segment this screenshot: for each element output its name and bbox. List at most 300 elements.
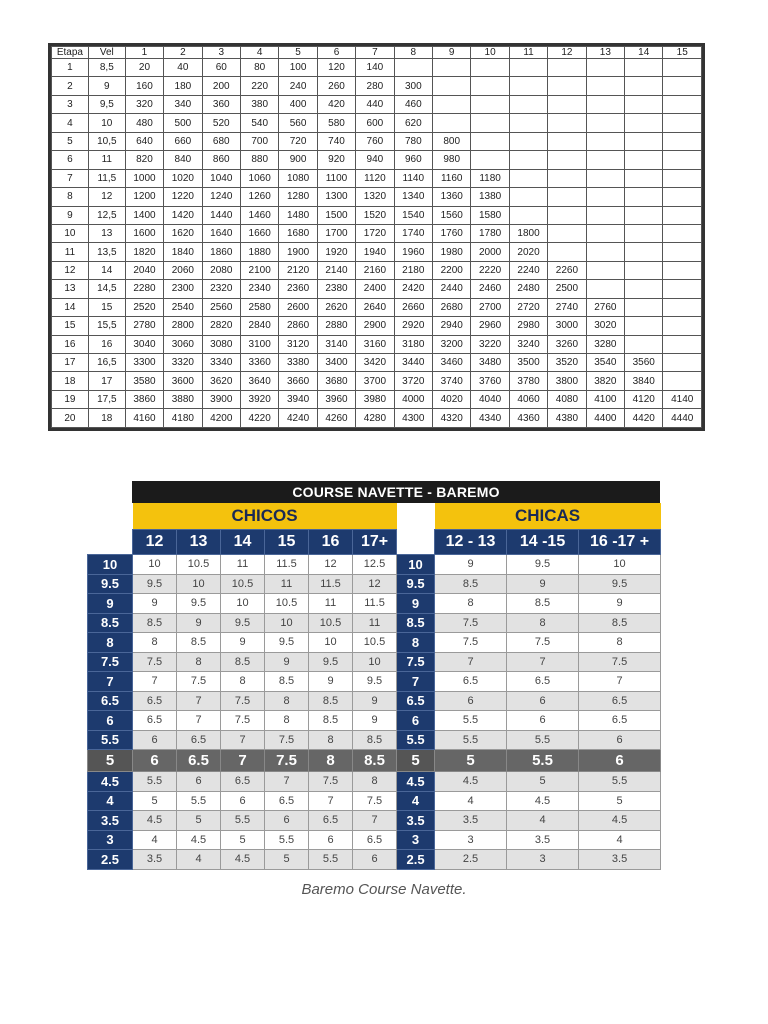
chicos-speed-value: 7.5: [353, 791, 397, 811]
stage-distance: [471, 95, 509, 113]
stage-distance: 80: [240, 59, 278, 77]
chicos-speed-value: 8.5: [265, 672, 309, 692]
stage-distance: [548, 114, 586, 132]
stage-distance: 1640: [202, 224, 240, 242]
stage-speed: 18: [88, 409, 125, 428]
chicos-speed-value: 5.5: [177, 791, 221, 811]
corner-blank: [88, 503, 133, 530]
stage-distance: 3180: [394, 335, 432, 353]
stage-distance: 4320: [433, 409, 471, 428]
chicos-grade-label: 4: [88, 791, 133, 811]
stage-distance: [548, 59, 586, 77]
chicos-speed-value: 11: [309, 594, 353, 614]
stage-distance: [509, 114, 547, 132]
chicos-grade-label: 5: [88, 750, 133, 772]
chicos-speed-value: 10: [309, 633, 353, 653]
stage-distance: 2760: [586, 298, 624, 316]
stage-distance: 2460: [471, 280, 509, 298]
chicos-speed-value: 7.5: [221, 691, 265, 711]
stage-distance: 3320: [164, 354, 202, 372]
stage-distance: 540: [240, 114, 278, 132]
stage-distance: 3880: [164, 390, 202, 408]
chicos-age-header: 13: [177, 530, 221, 555]
stages-table-row: [52, 372, 702, 390]
chicas-grade-label: 8: [397, 633, 435, 653]
stage-distance: 1440: [202, 206, 240, 224]
stage-distance: 2600: [279, 298, 317, 316]
chicas-speed-value: 10: [579, 555, 661, 575]
chicos-speed-value: 10.5: [177, 555, 221, 575]
stage-distance: [625, 206, 663, 224]
baremo-row: [88, 652, 661, 672]
chicas-speed-value: 4.5: [507, 791, 579, 811]
stage-distance: 3540: [586, 354, 624, 372]
chicos-speed-value: 6: [177, 772, 221, 792]
stages-table-row: [52, 77, 702, 95]
stage-distance: [548, 224, 586, 242]
stage-distance: 400: [279, 95, 317, 113]
stage-distance: [663, 261, 702, 279]
baremo-row: [88, 594, 661, 614]
chicos-speed-value: 9.5: [133, 574, 177, 594]
stage-distance: 3300: [125, 354, 163, 372]
stage-speed: 11: [88, 151, 125, 169]
chicas-grade-label: 4.5: [397, 772, 435, 792]
stage-speed: 8,5: [88, 59, 125, 77]
stage-distance: 880: [240, 151, 278, 169]
chicos-speed-value: 9: [353, 691, 397, 711]
stage-distance: [548, 206, 586, 224]
chicos-speed-value: 5: [177, 811, 221, 831]
chicas-speed-value: 5.5: [435, 711, 507, 731]
stage-distance: [471, 77, 509, 95]
stage-distance: 4020: [433, 390, 471, 408]
stage-distance: 720: [279, 132, 317, 150]
stage-distance: 2440: [433, 280, 471, 298]
stage-speed: 12: [88, 188, 125, 206]
stages-header-cell: 2: [164, 47, 202, 59]
chicos-speed-value: 8.5: [353, 730, 397, 750]
stage-distance: 3700: [356, 372, 394, 390]
chicos-speed-value: 7: [353, 811, 397, 831]
chicos-speed-value: 6: [309, 830, 353, 850]
chicos-speed-value: 6.5: [177, 750, 221, 772]
chicas-speed-value: 6.5: [507, 672, 579, 692]
stage-distance: 1300: [317, 188, 355, 206]
chicos-speed-value: 10.5: [265, 594, 309, 614]
stage-distance: 440: [356, 95, 394, 113]
baremo-table: [87, 481, 660, 870]
stage-distance: 1820: [125, 243, 163, 261]
stage-distance: [433, 77, 471, 95]
stage-speed: 10,5: [88, 132, 125, 150]
chicas-speed-value: 7: [507, 652, 579, 672]
stage-distance: 2820: [202, 317, 240, 335]
stage-distance: 2740: [548, 298, 586, 316]
stages-table-row: [52, 390, 702, 408]
stage-distance: 4360: [509, 409, 547, 428]
chicas-speed-value: 3: [507, 850, 579, 870]
chicas-speed-value: 4.5: [579, 811, 661, 831]
stage-distance: 4380: [548, 409, 586, 428]
divider-blank: [397, 503, 435, 530]
stage-distance: 2080: [202, 261, 240, 279]
stage-distance: 980: [433, 151, 471, 169]
stages-header-cell: 10: [471, 47, 509, 59]
stage-distance: 420: [317, 95, 355, 113]
stage-speed: 10: [88, 114, 125, 132]
stage-distance: [586, 151, 624, 169]
chicos-speed-value: 6: [221, 791, 265, 811]
stage-distance: 3060: [164, 335, 202, 353]
chicos-speed-value: 8.5: [177, 633, 221, 653]
chicos-speed-value: 6.5: [133, 691, 177, 711]
chicas-speed-value: 6.5: [435, 672, 507, 692]
stage-number: 7: [52, 169, 89, 187]
stage-distance: 3260: [548, 335, 586, 353]
stages-table-row: [52, 335, 702, 353]
chicos-speed-value: 7.5: [265, 730, 309, 750]
chicos-speed-value: 9: [309, 672, 353, 692]
stages-table-row: [52, 409, 702, 428]
stage-distance: 1560: [433, 206, 471, 224]
stage-distance: 40: [164, 59, 202, 77]
stage-distance: 1120: [356, 169, 394, 187]
stage-distance: 3940: [279, 390, 317, 408]
chicos-speed-value: 6: [133, 750, 177, 772]
stage-distance: 2180: [394, 261, 432, 279]
chicas-speed-value: 6: [435, 691, 507, 711]
stage-distance: 2660: [394, 298, 432, 316]
stage-distance: 3900: [202, 390, 240, 408]
stage-distance: [663, 95, 702, 113]
chicas-speed-value: 3: [435, 830, 507, 850]
stage-distance: 3380: [279, 354, 317, 372]
chicas-speed-value: 5.5: [507, 730, 579, 750]
baremo-title: COURSE NAVETTE - BAREMO: [132, 481, 660, 503]
stage-distance: [509, 95, 547, 113]
chicos-speed-value: 8.5: [221, 652, 265, 672]
chicas-grade-label: 9.5: [397, 574, 435, 594]
chicos-speed-value: 3.5: [133, 850, 177, 870]
chicos-speed-value: 9.5: [265, 633, 309, 653]
stage-distance: 1160: [433, 169, 471, 187]
stages-header-cell: 14: [625, 47, 663, 59]
stage-distance: 3740: [433, 372, 471, 390]
stage-distance: [663, 169, 702, 187]
age-corner-blank: [88, 530, 133, 555]
stage-distance: [433, 59, 471, 77]
chicos-speed-value: 8: [177, 652, 221, 672]
chicas-speed-value: 5: [579, 791, 661, 811]
age-header-row: [88, 530, 661, 555]
stage-distance: 3420: [356, 354, 394, 372]
chicos-grade-label: 8: [88, 633, 133, 653]
chicos-speed-value: 8.5: [309, 691, 353, 711]
chicos-speed-value: 8: [133, 633, 177, 653]
stage-distance: 1680: [279, 224, 317, 242]
stage-distance: 3620: [202, 372, 240, 390]
chicos-age-header: 14: [221, 530, 265, 555]
chicos-speed-value: 5.5: [265, 830, 309, 850]
stage-distance: 3240: [509, 335, 547, 353]
stage-distance: 3160: [356, 335, 394, 353]
stage-speed: 16: [88, 335, 125, 353]
stage-number: 19: [52, 390, 89, 408]
stage-distance: 100: [279, 59, 317, 77]
chicos-speed-value: 6: [133, 730, 177, 750]
stage-distance: 620: [394, 114, 432, 132]
stage-distance: 1140: [394, 169, 432, 187]
chicos-grade-label: 8.5: [88, 613, 133, 633]
chicos-speed-value: 8: [309, 750, 353, 772]
baremo-row: [88, 555, 661, 575]
chicos-speed-value: 12: [309, 555, 353, 575]
stage-distance: 2620: [317, 298, 355, 316]
chicas-grade-label: 9: [397, 594, 435, 614]
stage-distance: 1540: [394, 206, 432, 224]
stage-distance: 1880: [240, 243, 278, 261]
stage-number: 13: [52, 280, 89, 298]
stage-number: 14: [52, 298, 89, 316]
stage-distance: [548, 151, 586, 169]
stage-distance: [625, 95, 663, 113]
stage-number: 16: [52, 335, 89, 353]
chicas-speed-value: 7: [579, 672, 661, 692]
stage-distance: 3440: [394, 354, 432, 372]
stages-header-cell: 11: [509, 47, 547, 59]
stage-distance: [663, 372, 702, 390]
chicas-speed-value: 8.5: [435, 574, 507, 594]
stage-distance: [509, 77, 547, 95]
stage-distance: 1220: [164, 188, 202, 206]
chicos-speed-value: 4: [133, 830, 177, 850]
stage-distance: 1500: [317, 206, 355, 224]
chicas-speed-value: 5.5: [507, 750, 579, 772]
stage-distance: 3920: [240, 390, 278, 408]
stages-header-cell: 4: [240, 47, 278, 59]
stage-distance: [663, 77, 702, 95]
stages-header-cell: 8: [394, 47, 432, 59]
stage-distance: 2140: [317, 261, 355, 279]
baremo-row: [88, 672, 661, 692]
chicos-grade-label: 7.5: [88, 652, 133, 672]
stages-table-row: [52, 224, 702, 242]
stage-distance: [625, 224, 663, 242]
chicos-speed-value: 6.5: [309, 811, 353, 831]
chicos-speed-value: 9.5: [221, 613, 265, 633]
stage-distance: 1940: [356, 243, 394, 261]
chicos-speed-value: 6.5: [133, 711, 177, 731]
baremo-row: [88, 613, 661, 633]
stage-distance: [509, 151, 547, 169]
chicas-speed-value: 9: [435, 555, 507, 575]
stages-header-cell: 6: [317, 47, 355, 59]
stage-distance: 2000: [471, 243, 509, 261]
chicas-speed-value: 7.5: [435, 633, 507, 653]
stage-distance: 3400: [317, 354, 355, 372]
stage-distance: 2640: [356, 298, 394, 316]
chicos-speed-value: 8: [265, 711, 309, 731]
stage-distance: 3800: [548, 372, 586, 390]
stage-distance: 1340: [394, 188, 432, 206]
stage-distance: 4120: [625, 390, 663, 408]
chicos-speed-value: 5.5: [221, 811, 265, 831]
figure-caption: Baremo Course Navette.: [301, 881, 467, 898]
chicos-speed-value: 8: [221, 672, 265, 692]
stage-distance: [625, 114, 663, 132]
stage-distance: [625, 169, 663, 187]
stage-distance: 4200: [202, 409, 240, 428]
stage-distance: [625, 261, 663, 279]
stages-table-row: [52, 95, 702, 113]
stage-distance: 3100: [240, 335, 278, 353]
stage-distance: 2680: [433, 298, 471, 316]
baremo-row: [88, 574, 661, 594]
stage-distance: [586, 224, 624, 242]
chicas-speed-value: 5: [435, 750, 507, 772]
stage-distance: 180: [164, 77, 202, 95]
stage-distance: 4180: [164, 409, 202, 428]
chicos-speed-value: 7.5: [309, 772, 353, 792]
stage-distance: 2280: [125, 280, 163, 298]
chicos-speed-value: 11.5: [353, 594, 397, 614]
stage-distance: 60: [202, 59, 240, 77]
stages-header-cell: 3: [202, 47, 240, 59]
chicas-speed-value: 6: [579, 730, 661, 750]
stage-distance: 3840: [625, 372, 663, 390]
stage-distance: 4260: [317, 409, 355, 428]
stage-distance: 1460: [240, 206, 278, 224]
stage-distance: [663, 354, 702, 372]
baremo-row: [88, 730, 661, 750]
stage-distance: [663, 132, 702, 150]
stage-distance: [433, 114, 471, 132]
stage-distance: [625, 280, 663, 298]
chicas-grade-label: 6.5: [397, 691, 435, 711]
stage-distance: 3660: [279, 372, 317, 390]
stage-distance: 1020: [164, 169, 202, 187]
chicos-age-header: 17+: [353, 530, 397, 555]
chicos-speed-value: 8: [309, 730, 353, 750]
stage-distance: [625, 335, 663, 353]
stage-distance: [471, 132, 509, 150]
stage-distance: 320: [125, 95, 163, 113]
stage-distance: 1720: [356, 224, 394, 242]
chicos-grade-label: 6: [88, 711, 133, 731]
stage-distance: [586, 188, 624, 206]
chicos-speed-value: 9: [221, 633, 265, 653]
chicos-speed-value: 8: [265, 691, 309, 711]
stage-distance: [625, 77, 663, 95]
stage-distance: [663, 206, 702, 224]
stage-distance: 2320: [202, 280, 240, 298]
stage-distance: [625, 188, 663, 206]
stage-distance: 2120: [279, 261, 317, 279]
stage-distance: 360: [202, 95, 240, 113]
stage-distance: 1860: [202, 243, 240, 261]
stage-distance: 2700: [471, 298, 509, 316]
stage-distance: 1360: [433, 188, 471, 206]
stage-speed: 9: [88, 77, 125, 95]
stage-distance: 1400: [125, 206, 163, 224]
chicos-speed-value: 4.5: [133, 811, 177, 831]
stage-distance: 380: [240, 95, 278, 113]
stage-distance: 1780: [471, 224, 509, 242]
chicos-speed-value: 6.5: [177, 730, 221, 750]
stage-distance: [509, 188, 547, 206]
chicos-speed-value: 5: [265, 850, 309, 870]
chicas-grade-label: 5: [397, 750, 435, 772]
stage-distance: [663, 280, 702, 298]
stage-distance: 3020: [586, 317, 624, 335]
stage-distance: 2360: [279, 280, 317, 298]
chicas-grade-label: 3: [397, 830, 435, 850]
stages-header-cell: 13: [586, 47, 624, 59]
stage-distance: [663, 114, 702, 132]
stage-distance: 1620: [164, 224, 202, 242]
stage-distance: 260: [317, 77, 355, 95]
stage-distance: 1980: [433, 243, 471, 261]
stage-distance: 2020: [509, 243, 547, 261]
chicos-grade-label: 9.5: [88, 574, 133, 594]
baremo-row: [88, 850, 661, 870]
stage-distance: [548, 95, 586, 113]
stage-distance: 700: [240, 132, 278, 150]
stage-distance: [548, 132, 586, 150]
stage-distance: 2880: [317, 317, 355, 335]
chicos-speed-value: 9.5: [309, 652, 353, 672]
stage-distance: [586, 280, 624, 298]
stage-distance: 1660: [240, 224, 278, 242]
stage-distance: [625, 151, 663, 169]
stage-distance: [586, 114, 624, 132]
stage-distance: 920: [317, 151, 355, 169]
stage-distance: 680: [202, 132, 240, 150]
chicas-grade-label: 7: [397, 672, 435, 692]
chicos-speed-value: 11.5: [309, 574, 353, 594]
chicos-speed-value: 11: [221, 555, 265, 575]
stages-table-frame: [48, 43, 705, 431]
stage-speed: 16,5: [88, 354, 125, 372]
stages-table-row: [52, 59, 702, 77]
stage-distance: [586, 59, 624, 77]
stage-distance: [663, 188, 702, 206]
stage-number: 17: [52, 354, 89, 372]
stage-distance: [509, 59, 547, 77]
stage-distance: 3580: [125, 372, 163, 390]
stages-header-cell: Etapa: [52, 47, 89, 59]
stage-distance: [394, 59, 432, 77]
stage-distance: 2860: [279, 317, 317, 335]
chicas-speed-value: 3.5: [507, 830, 579, 850]
chicos-speed-value: 11.5: [265, 555, 309, 575]
chicas-speed-value: 7.5: [435, 613, 507, 633]
chicas-grade-label: 7.5: [397, 652, 435, 672]
stage-distance: 1380: [471, 188, 509, 206]
stage-distance: [548, 77, 586, 95]
chicos-grade-label: 6.5: [88, 691, 133, 711]
stage-distance: 240: [279, 77, 317, 95]
stages-table-row: [52, 206, 702, 224]
stages-header-cell: 15: [663, 47, 702, 59]
stage-distance: 560: [279, 114, 317, 132]
stage-distance: [471, 59, 509, 77]
chicos-grade-label: 2.5: [88, 850, 133, 870]
stage-distance: 2380: [317, 280, 355, 298]
chicas-age-header: 12 - 13: [435, 530, 507, 555]
stage-speed: 17,5: [88, 390, 125, 408]
